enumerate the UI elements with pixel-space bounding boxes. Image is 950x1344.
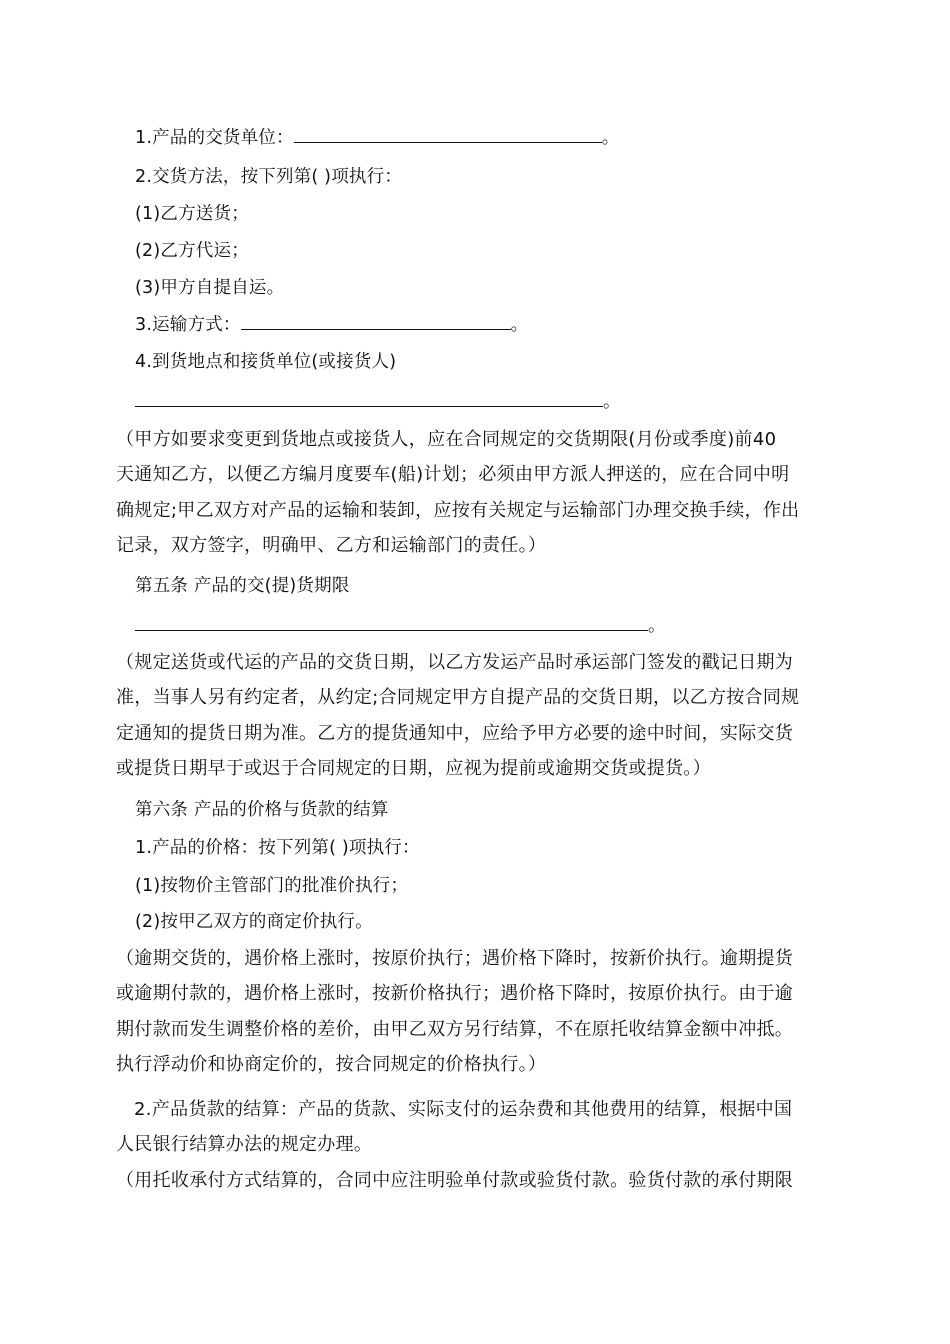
item-price: 1.产品的价格：按下列第( )项执行： — [135, 838, 420, 858]
item-payment-settlement: 2.产品货款的结算：产品的货款、实际支付的运杂费和其他费用的结算，根据中国 人民银行结算办法的规定办理。 — [116, 1099, 793, 1156]
item-delivery-unit: 1.产品的交货单位： 。 — [135, 128, 620, 148]
arrival-location-blank — [135, 392, 603, 407]
option-buyer-picks-up: (3)甲方自提自运。 — [135, 278, 285, 298]
article-6-heading: 第六条 产品的价格与货款的结算 — [135, 800, 389, 820]
delivery-unit-blank — [294, 128, 602, 143]
arrival-location-line: 。 — [135, 390, 621, 414]
note-collection-payment: （用托收承付方式结算的，合同中应注明验单付款或验货付款。验货付款的承付期限 — [116, 1170, 794, 1191]
option-approved-price: (1)按物价主管部门的批准价执行； — [135, 876, 409, 896]
article-5-heading: 第五条 产品的交(提)货期限 — [135, 576, 350, 596]
note-location-change: （甲方如要求变更到货地点或接货人，应在合同规定的交货期限(月份或季度)前40 天通知乙方，以便乙方编月度要车(船)计划；必须由甲方派人押送的，应在合同中明 确规定;甲乙双方对产品的运输和装卸，应按有关规定与运输部门办理交换手续，作出 记录，双方签字，明确甲、乙方和运输部门的责任。） — [116, 429, 800, 556]
option-seller-ships: (2)乙方代运； — [135, 241, 249, 261]
option-negotiated-price: (2)按甲乙双方的商定价执行。 — [135, 912, 373, 932]
item-arrival-location: 4.到货地点和接货单位(或接货人) — [135, 352, 397, 372]
item-transport-mode: 3.运输方式： 。 — [135, 315, 529, 335]
note-delivery-date: （规定送货或代运的产品的交货日期，以乙方发运产品时承运部门签发的戳记日期为 准，当事人另有约定者，从约定;合同规定甲方自提产品的交货日期，以乙方按合同规 定通知的提货日期为准。乙方的提货通知中，应给予甲方必要的途中时间，实际交货 或提货日期早于或迟于合同规定的日期，应视为提前或逾期交货或提货。） — [116, 652, 800, 779]
note-price-adjustment: （逾期交货的，遇价格上涨时，按原价执行；遇价格下降时，按新价执行。逾期提货 或逾期付款的，遇价格上涨时，按新价格执行；遇价格下降时，按原价执行。由于逾 期付款而发生调整价格的差价，由甲乙双方另行结算，不在原托收结算金额中冲抵。 执行浮动价和协商定价的，按合同规定的价格执行。） — [116, 948, 794, 1075]
delivery-term-blank — [135, 616, 648, 631]
item-delivery-method: 2.交货方法，按下列第( )项执行： — [135, 167, 403, 187]
option-seller-delivers: (1)乙方送货； — [135, 204, 249, 224]
article-5-line: 。 — [135, 614, 666, 638]
transport-mode-blank — [241, 315, 511, 330]
